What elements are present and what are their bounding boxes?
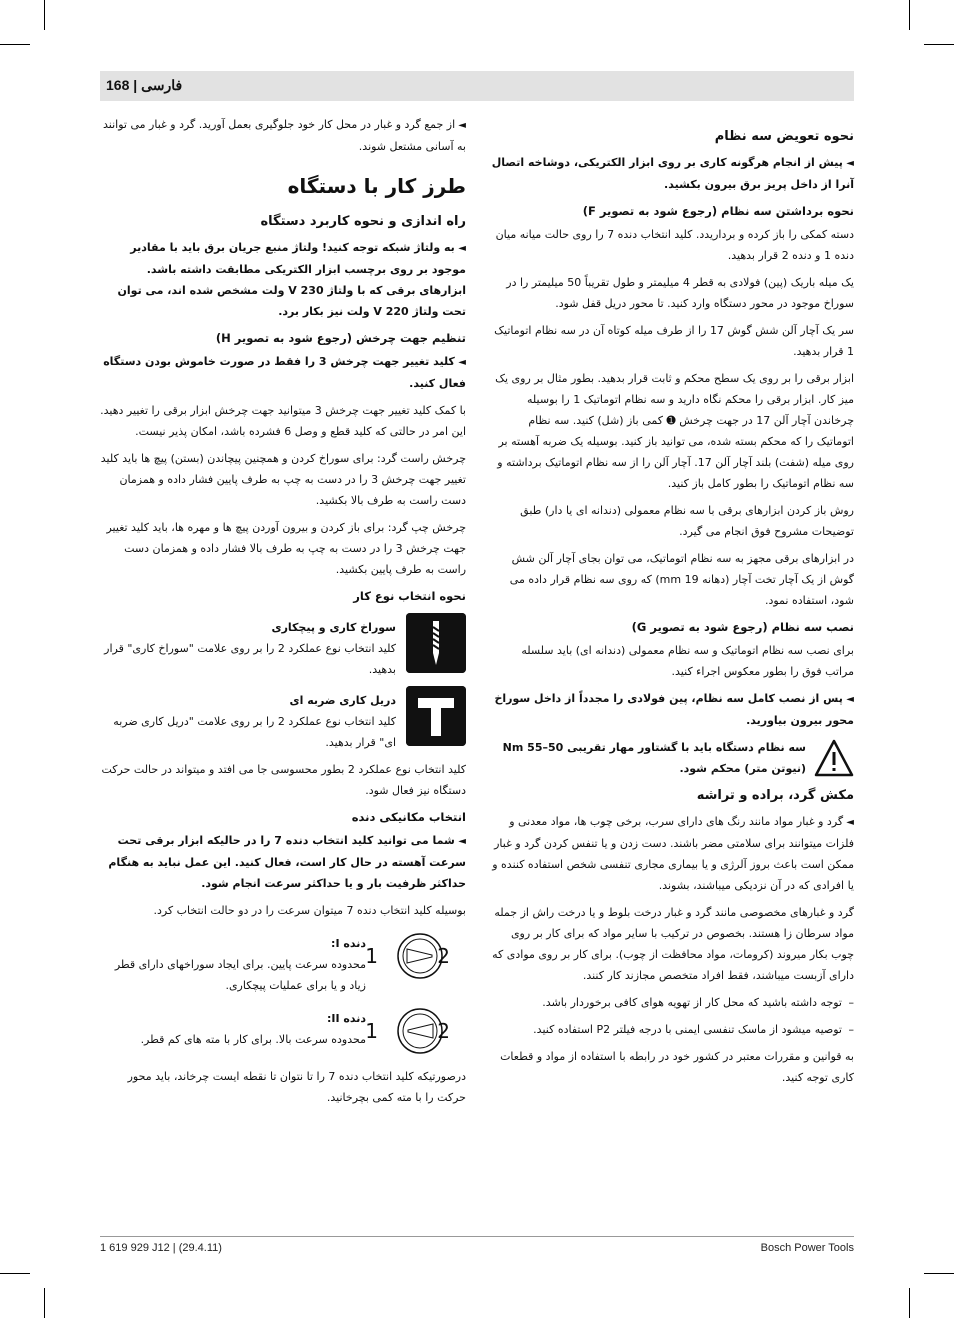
install-heading: نصب سه نظام (رجوع شود به تصویر G) bbox=[631, 620, 854, 634]
intro-bullet: ◄ از جمع گرد و غبار در محل کار خود جلوگیری بعمل آورید. گرد و غبار می توانند به آسانی مشتعل شوند. bbox=[100, 114, 466, 157]
crop-mark bbox=[924, 1273, 954, 1274]
crop-mark bbox=[0, 44, 30, 45]
removal-text-2: یک میله باریک (پین) فولادی به قطر 4 میلیمتر و طول تقریباً 50 میلیمتر را در سوراخ موجود در محور دستگاه وارد کنید. تا محور دریل قفل شود. bbox=[506, 276, 854, 310]
drill-mode-title: سوراخ کاری و پیچکاری bbox=[271, 621, 396, 634]
dust-bullet: ◄ گرد و غبار مواد مانند رنگ های دارای سرب، برخی چوب ها، مواد معدنی و فلزات میتوانند برای سلامتی مضر باشند. دست زدن و یا تنفس کردن گرد و غبار ممکن است باعث بروز آلرژی و یا بیماری مجاری تنفسی شخص استفاده کننده و یا افرادی که در آن نزدیکی میباشند، بشوند. bbox=[490, 811, 854, 896]
standard-chuck-text: روش باز کردن ابزارهای برقی با سه نظام معمولی (دندانه ای یا دار) طبق توضیحات مشروح فوق انجام می گیرد. bbox=[520, 504, 854, 538]
dial-label: 1 bbox=[365, 1019, 378, 1043]
rotation-heading: تنظیم جهت چرخش (رجوع شود به تصویر H) bbox=[215, 331, 466, 345]
gear1-content bbox=[100, 929, 366, 996]
allen-key-text: در ابزارهای برقی مجهز به سه نظام اتوماتیک، می توان بجای آچار آلن شش گوش از یک آچار تخت آچار (دهانه 19 mm) که روی سه نظام قرار داده می شود، استفاده نمود. bbox=[509, 552, 854, 607]
gear2-title: دنده II: bbox=[326, 1012, 366, 1025]
gear1-row bbox=[100, 929, 466, 996]
dash-item-mask: – توصیه میشود از ماسک تنفسی ایمنی با درجه فیلتر P2 استفاده کنید. bbox=[490, 1019, 854, 1040]
section-title: طرز کار با دستگاه bbox=[287, 174, 466, 198]
dial-label: 1 bbox=[365, 944, 378, 968]
crop-mark bbox=[909, 0, 910, 30]
page-number-block bbox=[106, 77, 182, 94]
dust-heading: مکش گرد، براده و تراشه bbox=[696, 788, 854, 803]
dial-label: 2 bbox=[437, 944, 450, 968]
gear-bullet: ◄ شما می توانید کلید انتخاب دنده 7 را در حالیکه ابزار برقی تحت سرعت آهسته در حال کار است، فعال کنید. این عمل نباید به هنگام حداکثر ظرفیت بار و یا حداکثر سرعت انجام شود. bbox=[100, 830, 466, 894]
page-number: 168 bbox=[106, 77, 130, 93]
gear1-title: دنده I: bbox=[331, 937, 366, 950]
drill-mode-content bbox=[100, 613, 396, 680]
dust-text: گرد و غبارهای مخصوصی مانند گرد و غبار درخت بلوط و یا درخت راش از جمله مواد سرطان زا هستند. بخصوص در ترکیب با سایر مواد که برای کار بر روی چوب بکار میروند (کرومات، مواد محافظت از چوب). برای کار بر روی موادی که دارای آزبست میباشند، فقط افراد متخصص مجازند کار کنند. bbox=[492, 906, 854, 982]
right-column bbox=[490, 120, 854, 1094]
chisel-mode-content bbox=[100, 686, 396, 753]
voltage-bullet: ◄ به ولتاژ شبکه توجه کنید! ولتاژ منبع جریان برق باید با مقادیر موجود بر روی برچسب ابزار الکتریکی مطابقت داشته باشد. ابزارهای برقی که با ولتاژ 230 V ولت مشخص شده اند، می توان تحت ولتاژ 220 V ولت نیز بکار برد. bbox=[100, 237, 466, 322]
install-text: برای نصب سه نظام اتوماتیک و سه نظام معمولی (دندانه ای) باید سلسله مراتب فوق را بطور معکوس اجراء کنید. bbox=[521, 644, 854, 678]
gear-note: درصورتیکه کلید انتخاب دنده 7 را تا نتوان تا نقطه ایست چرخاند، باید محور حرکت را با مته کمی بچرخانید. bbox=[127, 1070, 466, 1104]
tool-change-heading: نحوه تعویض سه نظام bbox=[714, 129, 854, 144]
chisel-mode-title: دریل کاری ضربه ای bbox=[289, 694, 396, 707]
removal-heading: نحوه برداشتن سه نظام (رجوع شود به تصویر F) bbox=[582, 204, 854, 218]
install-bullet: ◄ پس از نصب کامل سه نظام، پین فولادی را مجدداً از داخل سوراخ محور بیرون بیاورید. bbox=[490, 688, 854, 731]
gear2-content bbox=[100, 1004, 366, 1050]
page-language: فارسی bbox=[141, 77, 183, 93]
crop-mark bbox=[909, 1288, 910, 1318]
removal-text-3: سر یک آچار آلن شش گوش 17 را از طرف میله کوتاه آن در سه نظام اتوماتیک 1 قرار بدهید. bbox=[494, 324, 854, 358]
rotation-bullet: ◄ کلید تغییر جهت چرخش 3 را فقط در صورت خاموش بودن دستگاه فعال کنید. bbox=[100, 351, 466, 394]
rotation-text: با کمک کلید تغییر جهت چرخش 3 میتوانید جهت چرخش ابزار برقی را تغییر دهید. این امر در حالتی که کلید قطع و وصل 6 فشرده باشد، امکان پذیر نیست. bbox=[100, 404, 466, 438]
left-column bbox=[100, 114, 466, 1114]
torque-text: سه نظام دستگاه باید با گشتاور مهار تقریبی 50–55 Nm (نیوتن متر) محکم شود. bbox=[502, 741, 806, 775]
tool-change-bullet: ◄ پیش از انجام هرگونه کاری بر روی ابزار الکتریکی، دوشاخه اتصال آنرا از داخل پریز برق بیرون بکشید. bbox=[490, 152, 854, 195]
right-rotation-text: چرخش راست گرد: برای سوراخ کردن و همچنین پیچاندن (بستن) پیچ ها باید کلید تغییر جهت چرخش 3 را در دست به چپ به طرف پایین فشار داده و همزمان دست راست به طرف بالا بکشید. bbox=[100, 452, 466, 507]
mode-note: کلید انتخاب نوع عملکرد 2 بطور محسوسی جا می افتد و میتواند در حالت حرکت دستگاه نیز فعال شود. bbox=[101, 763, 466, 797]
gear-selector-dial-icon bbox=[365, 1004, 466, 1058]
removal-text-1: دسته کمکی را باز کرده و برداریدد. کلید انتخاب دنده 7 را روی حالت میانه میان دنده 1 و دنده 2 قرار بدهید. bbox=[495, 228, 854, 262]
drill-mode-text: کلید انتخاب نوع عملکرد 2 را بر روی علامت "سوراخ کاری" قرار بدهید. bbox=[104, 642, 396, 676]
gear-heading: انتخاب مکانیکی دنده bbox=[351, 810, 466, 824]
warning-triangle-icon bbox=[814, 738, 854, 778]
document-code: 1 619 929 J12 | (29.4.11) bbox=[100, 1242, 222, 1254]
page-header bbox=[100, 71, 854, 101]
crop-mark bbox=[0, 1273, 30, 1274]
brand-name: Bosch Power Tools bbox=[760, 1242, 854, 1254]
torque-row bbox=[490, 737, 854, 779]
final-text: به قوانین و مقررات معتبر در کشور خود در رابطه با استفاده از مواد و قطعات کاری توجه کنید. bbox=[500, 1050, 854, 1084]
gear2-row bbox=[100, 1004, 466, 1058]
drill-bit-icon bbox=[406, 613, 466, 673]
mode-heading: نحوه انتخاب نوع کار bbox=[353, 589, 466, 603]
removal-text-4: ابزار برقی را بر روی یک سطح محکم و ثابت قرار بدهید. بطور مثال بر روی یک میز کار. ابزار برقی را محکم نگاه دارید و سه نظام اتوماتیک 1 را بوسیله چرخاندن آچار آلن 17 در جهت چرخش ➊ کمی باز (شل) کنید. سه نظام اتوماتیک را که محکم بسته شده، می توانید باز کنید. بوسیله یک ضربه آهسته بر روی میله (شفت) بلند آچار آلن 17. آچار آلن را از سه نظام اتوماتیک برداشته و سه نظام اتوماتیک را بطور کامل باز کنید. bbox=[495, 372, 854, 490]
dial-label: 2 bbox=[437, 1019, 450, 1043]
header-separator: | bbox=[133, 77, 138, 93]
chisel-mode-text: کلید انتخاب نوع عملکرد 2 را بر روی علامت "دریل کاری ضربه ای" قرار بدهید. bbox=[113, 715, 396, 749]
gear-selector-dial-icon bbox=[365, 929, 466, 983]
chisel-mode-row bbox=[100, 686, 466, 753]
crop-mark bbox=[44, 1288, 45, 1318]
dash-item-ventilation: – توجه داشته باشید که محل کار از تهویه هوای کافی برخوردار باشد. bbox=[490, 992, 854, 1013]
startup-heading: راه اندازی و نحوه کاربرد دستگاه bbox=[260, 214, 466, 229]
gear2-text: محدوده سرعت بالا. برای کار با مته های کم قطر. bbox=[140, 1033, 366, 1046]
left-rotation-text: چرخش چپ گرد: برای باز کردن و بیرون آوردن پیچ ها و مهره ها، باید کلید تغییر جهت چرخش 3 را در دست به چپ به طرف بالا فشار داده و همزمان دست راست به طرف پایین بکشید. bbox=[106, 521, 466, 576]
hammer-icon bbox=[406, 686, 466, 746]
drill-mode-row bbox=[100, 613, 466, 680]
gear-text: بوسیله کلید انتخاب دنده 7 میتوان سرعت را در دو حالت انتخاب کرد. bbox=[153, 904, 466, 917]
footer-divider bbox=[100, 1236, 854, 1237]
gear1-text: محدوده سرعت پایین. برای ایجاد سوراخهای دارای قطر زیاد و یا برای عملیات پیچکاری. bbox=[114, 958, 366, 992]
crop-mark bbox=[44, 0, 45, 30]
crop-mark bbox=[924, 44, 954, 45]
